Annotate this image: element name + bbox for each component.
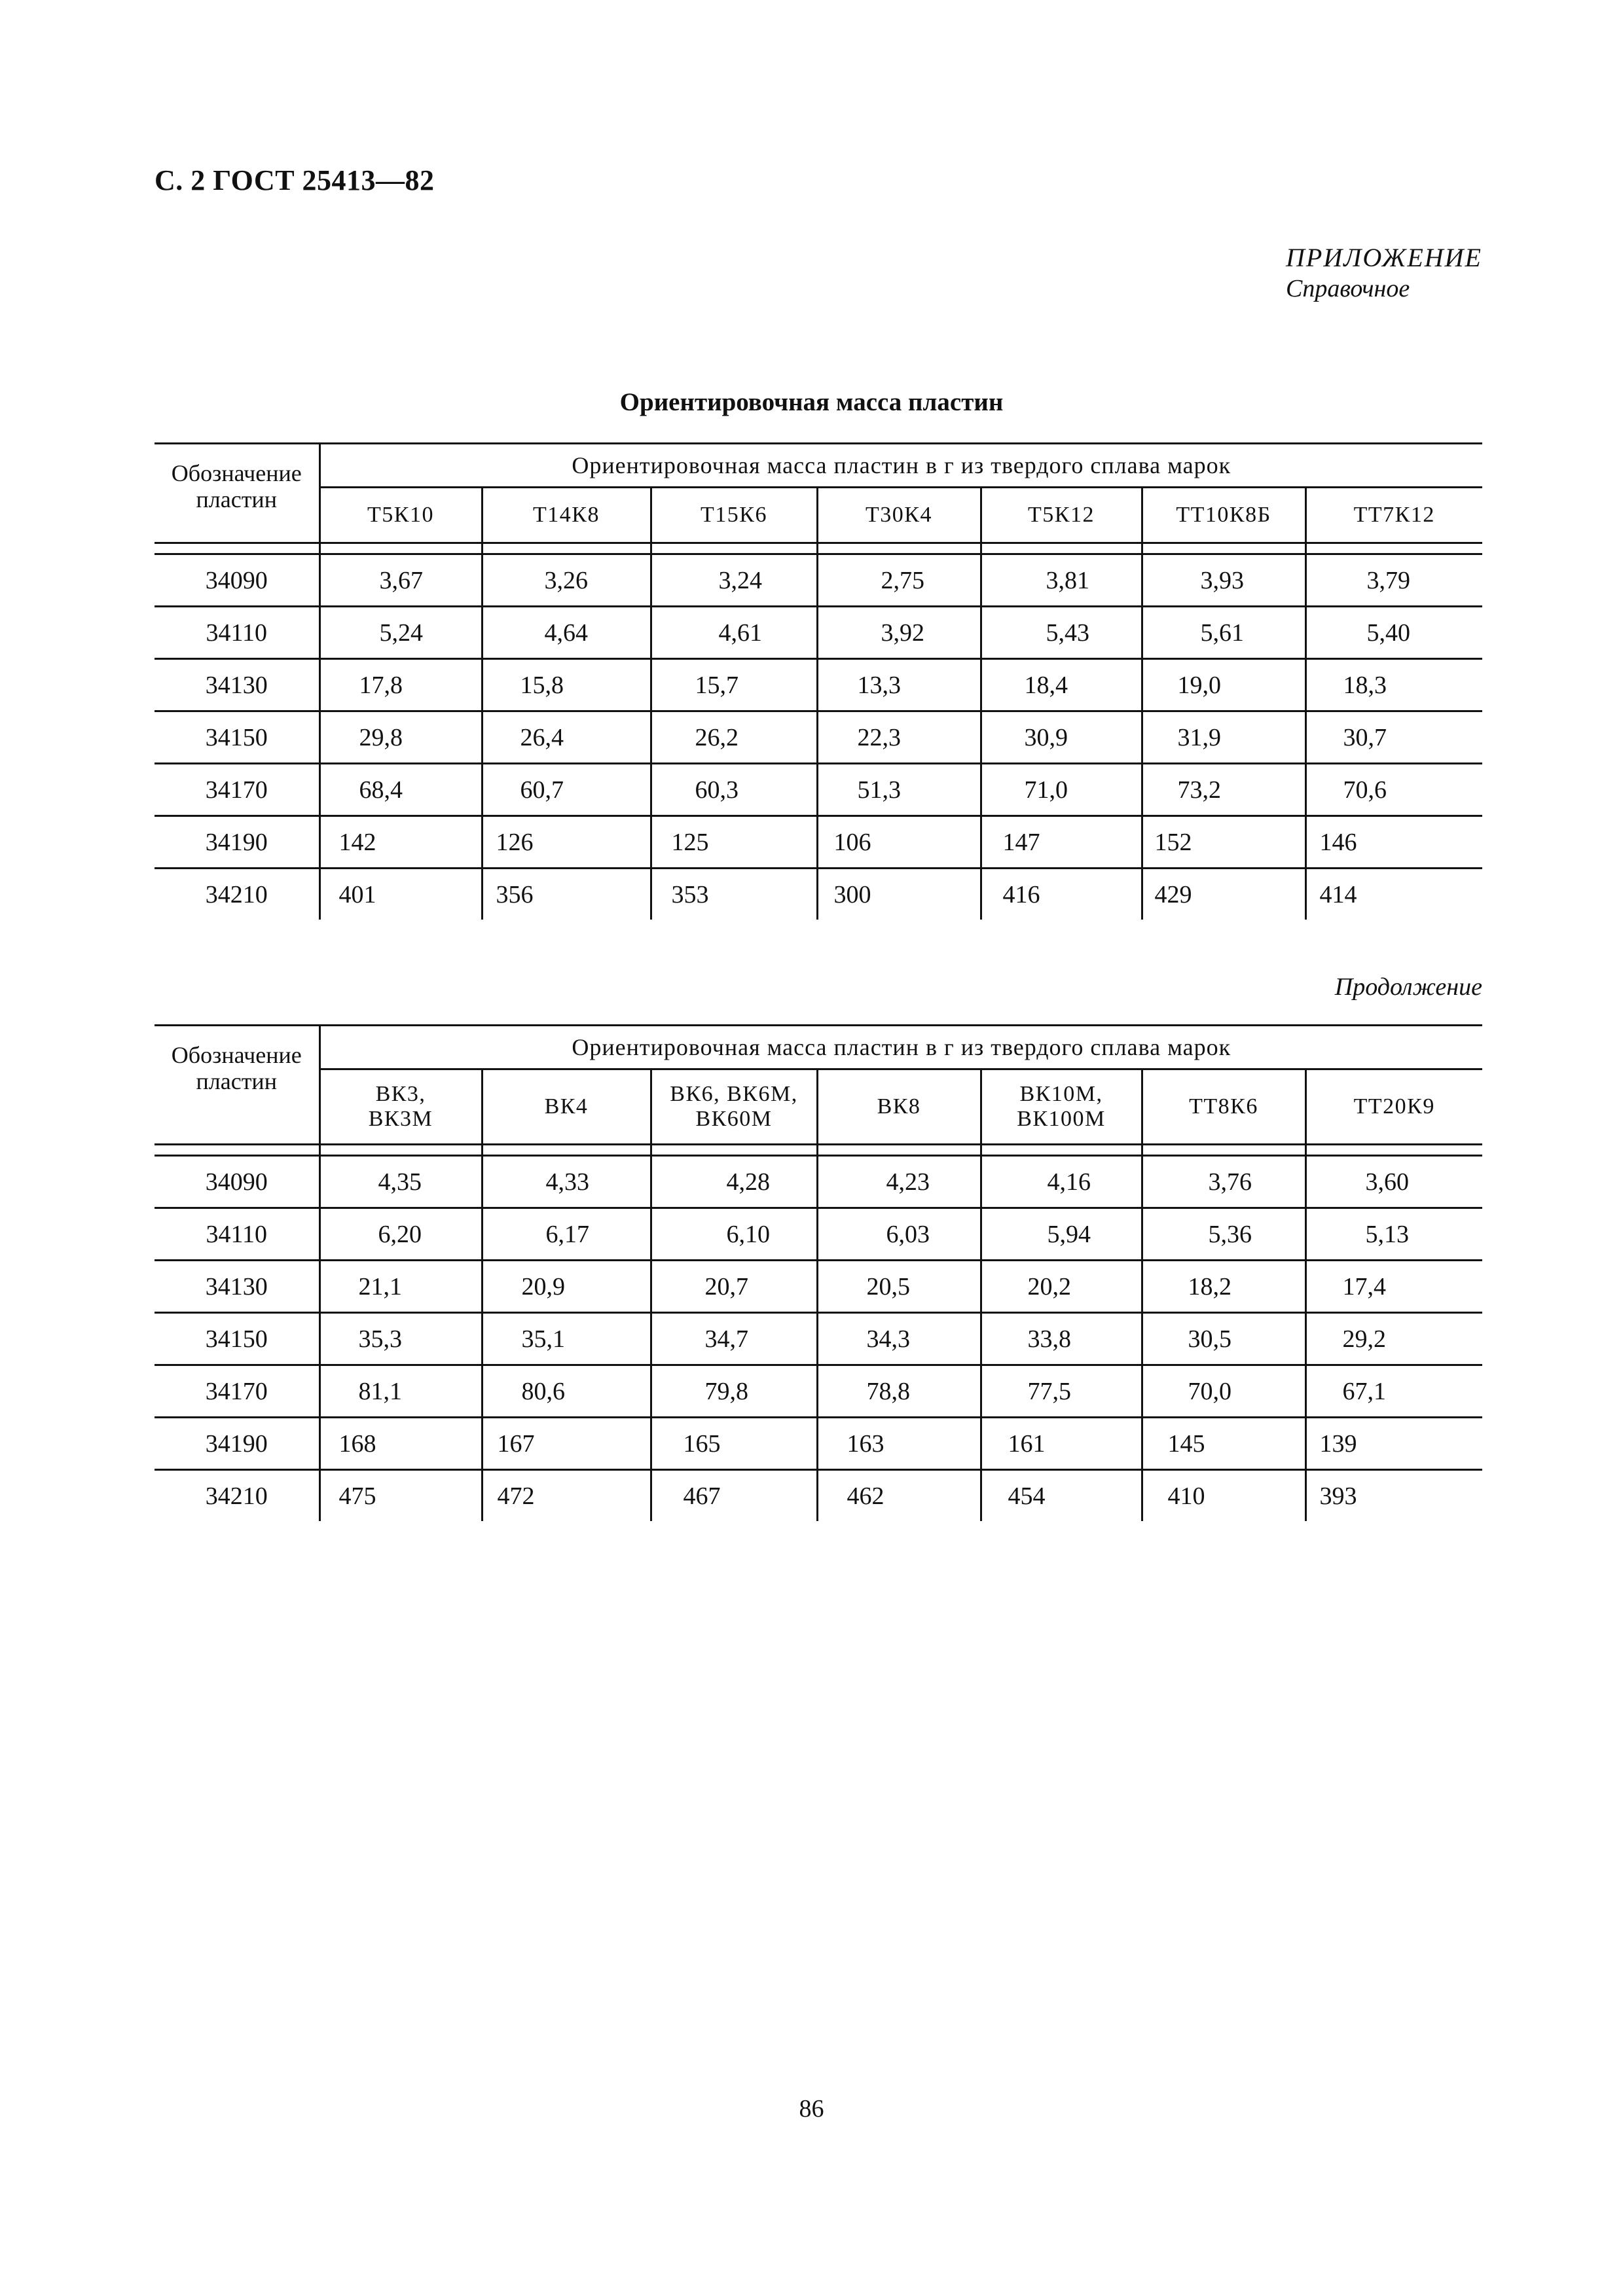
mass-table-1: [155, 442, 1482, 920]
column-header-line: Т5К10: [367, 503, 434, 527]
mass-value: 475: [319, 1470, 482, 1522]
table-title: Ориентировочная масса пластин: [619, 388, 1004, 416]
mass-value: 33,8: [981, 1313, 1142, 1365]
plate-designation: 34110: [155, 1208, 319, 1261]
mass-value: 4,16: [981, 1156, 1142, 1208]
table-row: [155, 1208, 1482, 1261]
mass-value: 79,8: [651, 1365, 817, 1418]
span-header: Ориентировочная масса пластин в г из твердого сплава марок: [319, 444, 1482, 488]
mass-value: 5,13: [1305, 1208, 1482, 1261]
mass-value: 393: [1305, 1470, 1482, 1522]
mass-value: 17,4: [1305, 1261, 1482, 1313]
header-separator: [981, 1145, 1142, 1156]
mass-value: 60,3: [651, 764, 817, 816]
header-separator: [651, 543, 817, 554]
column-header-line: ТТ8К6: [1189, 1094, 1258, 1119]
mass-value: 5,94: [981, 1208, 1142, 1261]
mass-value: 4,23: [817, 1156, 981, 1208]
header-separator: [1142, 1145, 1305, 1156]
column-header-line: ВК10М,: [1019, 1082, 1103, 1106]
page-number: 86: [799, 2095, 824, 2123]
mass-value: 67,1: [1305, 1365, 1482, 1418]
mass-value: 126: [482, 816, 651, 869]
mass-value: 26,4: [482, 711, 651, 764]
mass-value: 356: [482, 869, 651, 920]
column-header: [319, 488, 482, 543]
mass-value: 73,2: [1142, 764, 1305, 816]
mass-value: 146: [1305, 816, 1482, 869]
mass-value: 4,61: [651, 607, 817, 659]
mass-value: 5,24: [319, 607, 482, 659]
plate-designation: 34190: [155, 816, 319, 869]
mass-value: 6,20: [319, 1208, 482, 1261]
plate-designation: 34130: [155, 659, 319, 711]
table-row: [155, 1418, 1482, 1470]
mass-value: 5,36: [1142, 1208, 1305, 1261]
column-header: [817, 1069, 981, 1145]
column-header: [651, 1069, 817, 1145]
header-separator: [1305, 1145, 1482, 1156]
header-separator: [981, 543, 1142, 554]
column-header: [817, 488, 981, 543]
mass-table-2: [155, 1024, 1482, 1521]
mass-value: 167: [482, 1418, 651, 1470]
mass-value: 3,81: [981, 554, 1142, 607]
appendix-label: ПРИЛОЖЕНИЕ: [1286, 243, 1482, 272]
column-header-line: ВК3М: [368, 1107, 433, 1131]
plate-designation: 34150: [155, 711, 319, 764]
mass-value: 31,9: [1142, 711, 1305, 764]
appendix-note: Справочное: [1286, 275, 1410, 302]
column-header-line: ВК60М: [695, 1107, 773, 1131]
column-header-line: ВК100М: [1017, 1107, 1106, 1131]
column-header-line: ВК4: [544, 1094, 589, 1119]
plate-designation: 34130: [155, 1261, 319, 1313]
mass-value: 70,6: [1305, 764, 1482, 816]
mass-value: 163: [817, 1418, 981, 1470]
mass-value: 4,28: [651, 1156, 817, 1208]
plate-designation: 34210: [205, 1482, 268, 1510]
mass-value: 3,67: [319, 554, 482, 607]
mass-value: 3,92: [817, 607, 981, 659]
header-separator: [319, 1145, 482, 1156]
mass-value: 20,2: [981, 1261, 1142, 1313]
mass-value: 70,0: [1142, 1365, 1305, 1418]
mass-value: 60,7: [482, 764, 651, 816]
table-row: [155, 764, 1482, 816]
mass-value: 454: [981, 1470, 1142, 1522]
table-row: [155, 1313, 1482, 1365]
mass-value: 4,33: [482, 1156, 651, 1208]
mass-value: 34,3: [817, 1313, 981, 1365]
column-header: [1305, 488, 1482, 543]
plate-designation: 34170: [155, 764, 319, 816]
mass-value: 472: [482, 1470, 651, 1522]
header-separator: [155, 543, 319, 554]
header-separator: [651, 1145, 817, 1156]
page-header: С. 2 ГОСТ 25413—82: [155, 164, 435, 196]
column-header: [482, 488, 651, 543]
header-separator: [817, 1145, 981, 1156]
column-header: [1142, 488, 1305, 543]
mass-value: 3,93: [1142, 554, 1305, 607]
mass-value: 30,5: [1142, 1313, 1305, 1365]
mass-value: 30,7: [1305, 711, 1482, 764]
table-row: [155, 1365, 1482, 1418]
table-row: [155, 1156, 1482, 1208]
continuation-label: Продолжение: [1334, 973, 1482, 1001]
mass-value: 3,79: [1305, 554, 1482, 607]
column-header-line: ВК6, ВК6М,: [670, 1082, 798, 1106]
mass-value: 152: [1142, 816, 1305, 869]
mass-value: 3,60: [1305, 1156, 1482, 1208]
mass-value: 80,6: [482, 1365, 651, 1418]
mass-value: 414: [1305, 869, 1482, 920]
column-header-line: Т30К4: [866, 503, 932, 527]
mass-value: 21,1: [319, 1261, 482, 1313]
mass-value: 77,5: [981, 1365, 1142, 1418]
mass-value: 462: [817, 1470, 981, 1522]
mass-value: 29,2: [1305, 1313, 1482, 1365]
mass-value: 416: [981, 869, 1142, 920]
mass-value: 429: [1142, 869, 1305, 920]
header-separator: [482, 543, 651, 554]
mass-value: 145: [1142, 1418, 1305, 1470]
mass-value: 18,4: [981, 659, 1142, 711]
mass-value: 35,3: [319, 1313, 482, 1365]
column-header-line: Т5К12: [1028, 503, 1095, 527]
mass-value: 68,4: [319, 764, 482, 816]
table-row: [155, 711, 1482, 764]
column-header: [1305, 1069, 1482, 1145]
table-row: [155, 869, 1482, 920]
column-header-line: ТТ7К12: [1353, 503, 1435, 527]
mass-value: 15,8: [482, 659, 651, 711]
mass-value: 81,1: [319, 1365, 482, 1418]
plate-designation: 34150: [155, 1313, 319, 1365]
row-header-label: [155, 1026, 319, 1145]
header-separator: [155, 1145, 319, 1156]
column-header-line: ВК3,: [375, 1082, 426, 1106]
mass-value: 106: [817, 816, 981, 869]
table-row: [155, 554, 1482, 607]
column-header: [1142, 1069, 1305, 1145]
column-header: [981, 488, 1142, 543]
column-header: [981, 1069, 1142, 1145]
mass-value: 5,61: [1142, 607, 1305, 659]
mass-value: 4,64: [482, 607, 651, 659]
mass-value: 300: [817, 869, 981, 920]
plate-designation: 34110: [155, 607, 319, 659]
row-header-line: пластин: [196, 486, 277, 512]
mass-value: 22,3: [817, 711, 981, 764]
header-separator: [1142, 543, 1305, 554]
mass-value: 30,9: [981, 711, 1142, 764]
mass-value: 18,3: [1305, 659, 1482, 711]
row-header-line: Обозначение: [171, 1042, 302, 1068]
mass-value: 165: [651, 1418, 817, 1470]
mass-value: 34,7: [651, 1313, 817, 1365]
mass-value: 78,8: [817, 1365, 981, 1418]
mass-value: 51,3: [817, 764, 981, 816]
mass-value: 20,5: [817, 1261, 981, 1313]
plate-designation: 34090: [155, 554, 319, 607]
header-separator: [817, 543, 981, 554]
mass-value: 4,35: [319, 1156, 482, 1208]
header-separator: [1305, 543, 1482, 554]
mass-value: 467: [651, 1470, 817, 1522]
mass-value: 18,2: [1142, 1261, 1305, 1313]
mass-value: 139: [1305, 1418, 1482, 1470]
header-separator: [319, 543, 482, 554]
mass-value: 29,8: [319, 711, 482, 764]
table-row: [155, 1470, 1482, 1522]
mass-value: 19,0: [1142, 659, 1305, 711]
mass-value: 13,3: [817, 659, 981, 711]
mass-value: 3,26: [482, 554, 651, 607]
header-separator: [482, 1145, 651, 1156]
span-header: Ориентировочная масса пластин в г из твердого сплава марок: [319, 1026, 1482, 1069]
mass-value: 6,10: [651, 1208, 817, 1261]
mass-value: 3,24: [651, 554, 817, 607]
mass-value: 410: [1142, 1470, 1305, 1522]
mass-value: 401: [319, 869, 482, 920]
column-header: [319, 1069, 482, 1145]
mass-value: 161: [981, 1418, 1142, 1470]
row-header-line: Обозначение: [171, 460, 302, 486]
mass-value: 353: [651, 869, 817, 920]
mass-value: 71,0: [981, 764, 1142, 816]
mass-value: 2,75: [817, 554, 981, 607]
table-row: [155, 816, 1482, 869]
column-header-line: ТТ10К8Б: [1176, 503, 1271, 527]
plate-designation: 34210: [205, 880, 268, 908]
mass-value: 20,7: [651, 1261, 817, 1313]
column-header: [482, 1069, 651, 1145]
mass-value: 5,43: [981, 607, 1142, 659]
mass-value: 6,03: [817, 1208, 981, 1261]
mass-value: 3,76: [1142, 1156, 1305, 1208]
plate-designation: 34170: [155, 1365, 319, 1418]
mass-value: 5,40: [1305, 607, 1482, 659]
plate-designation: 34090: [155, 1156, 319, 1208]
mass-value: 26,2: [651, 711, 817, 764]
mass-value: 142: [319, 816, 482, 869]
column-header: [651, 488, 817, 543]
table-row: [155, 1261, 1482, 1313]
mass-value: 125: [651, 816, 817, 869]
row-header-label: [155, 444, 319, 543]
column-header-line: ТТ20К9: [1353, 1094, 1435, 1119]
column-header-line: ВК8: [877, 1094, 921, 1119]
mass-value: 15,7: [651, 659, 817, 711]
mass-value: 168: [319, 1418, 482, 1470]
row-header-line: пластин: [196, 1068, 277, 1094]
table-row: [155, 659, 1482, 711]
appendix-block: [1286, 242, 1482, 303]
mass-value: 35,1: [482, 1313, 651, 1365]
table-row: [155, 607, 1482, 659]
plate-designation: 34190: [155, 1418, 319, 1470]
mass-value: 6,17: [482, 1208, 651, 1261]
column-header-line: Т14К8: [533, 503, 600, 527]
mass-value: 147: [981, 816, 1142, 869]
column-header-line: Т15К6: [701, 503, 767, 527]
mass-value: 20,9: [482, 1261, 651, 1313]
mass-value: 17,8: [319, 659, 482, 711]
